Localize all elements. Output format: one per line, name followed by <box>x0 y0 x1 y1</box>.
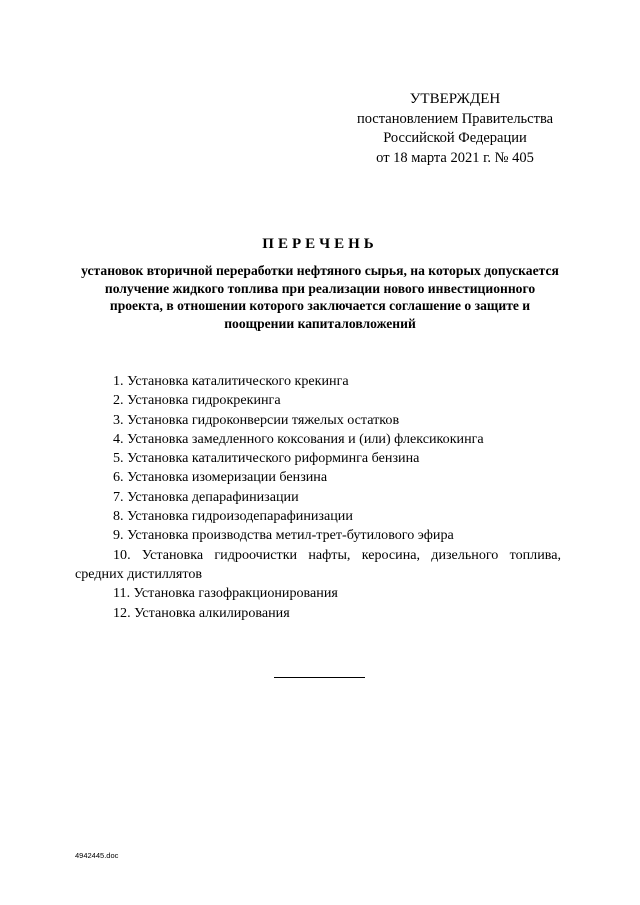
list-item: 8. Установка гидроизодепарафинизации <box>113 508 353 525</box>
document-title: ПЕРЕЧЕНЬ <box>262 236 378 252</box>
list-item: 3. Установка гидроконверсии тяжелых остатков <box>113 411 400 428</box>
list-item: 4. Установка замедленного коксования и (или) флексикокинга <box>113 430 484 447</box>
list-item: 2. Установка гидрокрекинга <box>113 392 281 409</box>
installations-list <box>75 372 561 623</box>
list-item: 5. Установка каталитического риформинга бензина <box>113 450 420 467</box>
approval-heading: УТВЕРЖДЕН <box>409 91 501 107</box>
list-item: 10. Установка гидроочистки нафты, керосина, дизельного топлива, средних дистиллятов <box>75 546 561 582</box>
list-item: 7. Установка депарафинизации <box>113 488 299 505</box>
approval-line-decree: постановлением Правительства <box>356 110 554 127</box>
document-subtitle: установок вторичной переработки нефтяного сырья, на которых допускается получение жидкого топлива при реализации нового инвестиционного проекта, в отношении которого заключается соглашение о защите и поощрении капиталовложений <box>81 263 559 331</box>
approval-block <box>340 90 570 168</box>
footer-file-name: 4942445.doc <box>75 851 119 860</box>
list-item: 6. Установка изомеризации бензина <box>113 469 328 486</box>
approval-line-federation: Российской Федерации <box>383 130 527 146</box>
list-item: 9. Установка производства метил-трет-бутилового эфира <box>113 527 454 544</box>
approval-line-date-number: от 18 марта 2021 г. № 405 <box>376 149 534 166</box>
end-separator-line <box>274 677 365 678</box>
list-item: 11. Установка газофракционирования <box>113 585 338 602</box>
list-item: 1. Установка каталитического крекинга <box>113 373 349 389</box>
list-item: 12. Установка алкилирования <box>113 604 290 621</box>
